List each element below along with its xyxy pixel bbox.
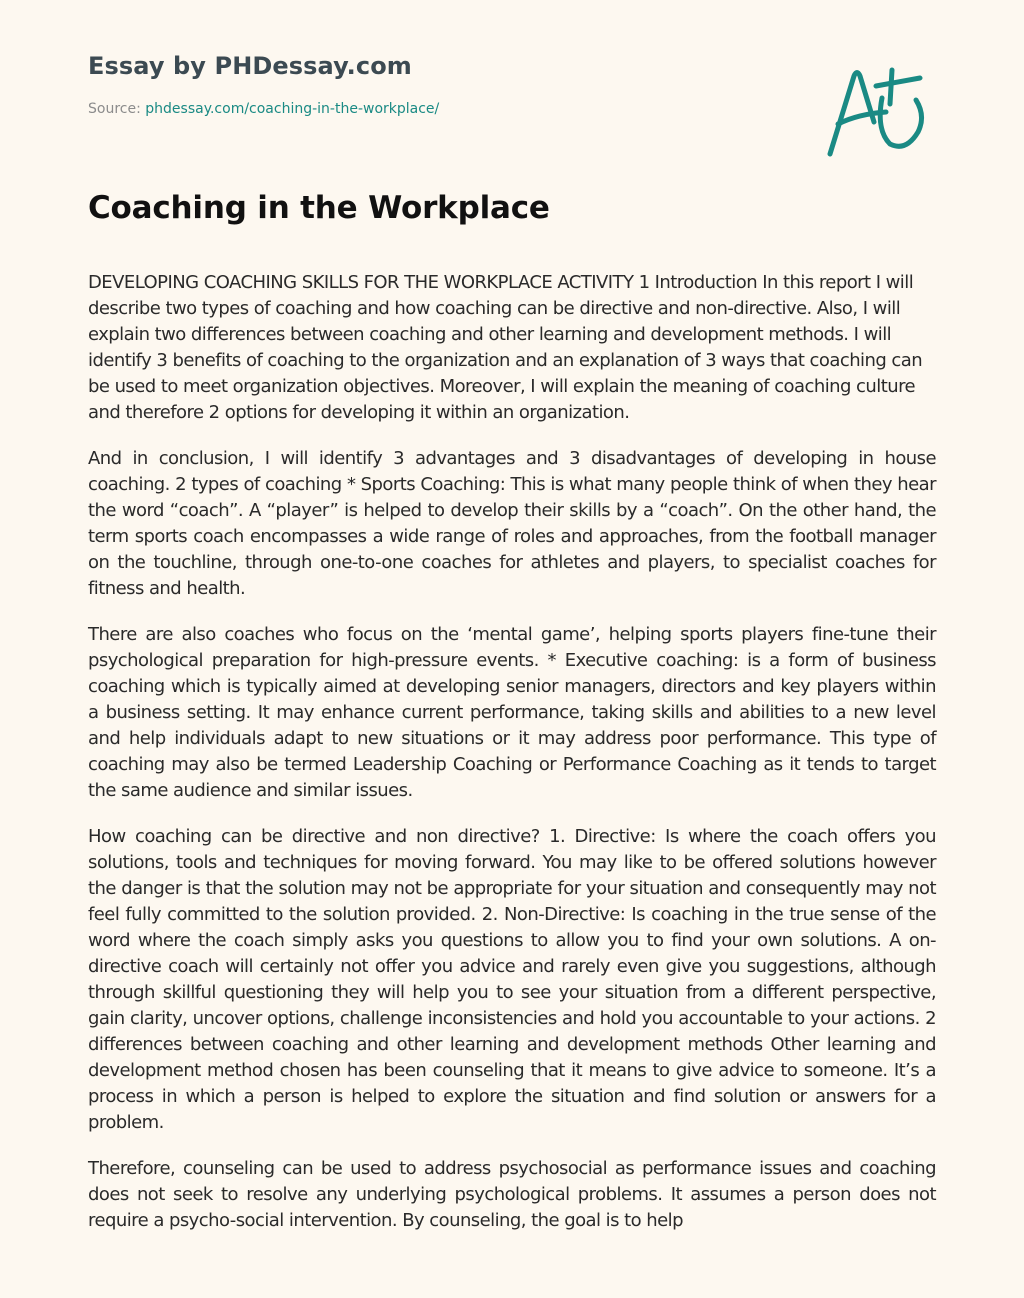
page-title: Coaching in the Workplace [88, 190, 550, 226]
source-line [88, 101, 439, 117]
paragraph-5: Therefore, counseling can be used to address psychosocial as performance issues and coaching does not seek to resolve any underlying psychological problems. It assumes a person does not require a psycho-social intervention. By counseling, the goal is to help [88, 1158, 936, 1231]
source-label: Source: [88, 101, 141, 117]
paragraph-1: DEVELOPING COACHING SKILLS FOR THE WORKPLACE ACTIVITY 1 Introduction In this report I will describe two types of coaching and how coaching can be directive and non-directive. Also, I will explain two differences between coaching and other learning and development methods. I will identify 3 benefits of coaching to the organization and an explanation of 3 ways that coaching can be used to meet organization objectives. Moreover, I will explain the meaning of coaching culture and therefore 2 options for developing it within an organization. [88, 272, 923, 423]
a-plus-logo-icon [820, 60, 930, 165]
source-link[interactable]: phdessay.com/coaching-in-the-workplace/ [145, 101, 440, 117]
site-brand: Essay by PHDessay.com [88, 52, 412, 80]
paragraph-2: And in conclusion, I will identify 3 advantages and 3 disadvantages of developing in house coaching. 2 types of coaching * Sports Coaching: This is what many people think of when they hear the word “coach”. A “player” is helped to develop their skills by a “coach”. On the other hand, the term sports coach encompasses a wide range of roles and approaches, from the football manager on the touchline, through one-to-one coaches for athletes and players, to specialist coaches for fitness and health. [88, 448, 936, 599]
paragraph-3: There are also coaches who focus on the ‘mental game’, helping sports players fine-tune their psychological preparation for high-pressure events. * Executive coaching: is a form of business coaching which is typically aimed at developing senior managers, directors and key players within a business setting. It may enhance current performance, taking skills and abilities to a new level and help individuals adapt to new situations or it may address poor performance. This type of coaching may also be termed Leadership Coaching or Performance Coaching as it tends to target the same audience and similar issues. [88, 624, 936, 801]
paragraph-4: How coaching can be directive and non directive? 1. Directive: Is where the coach offers you solutions, tools and techniques for moving forward. You may like to be offered solutions however the danger is that the solution may not be appropriate for your situation and consequently may not feel fully committed to the solution provided. 2. Non-Directive: Is coaching in the true sense of the word where the coach simply asks you questions to allow you to find your own solutions. A on-directive coach will certainly not offer you advice and rarely even give you suggestions, although through skillful questioning they will help you to see your situation from a different perspective, gain clarity, uncover options, challenge inconsistencies and hold you accountable to your actions. 2 differences between coaching and other learning and development methods Other learning and development method chosen has been counseling that it means to give advice to someone. It’s a process in which a person is helped to explore the situation and find solution or answers for a problem. [88, 826, 936, 1133]
essay-body [88, 270, 936, 1254]
